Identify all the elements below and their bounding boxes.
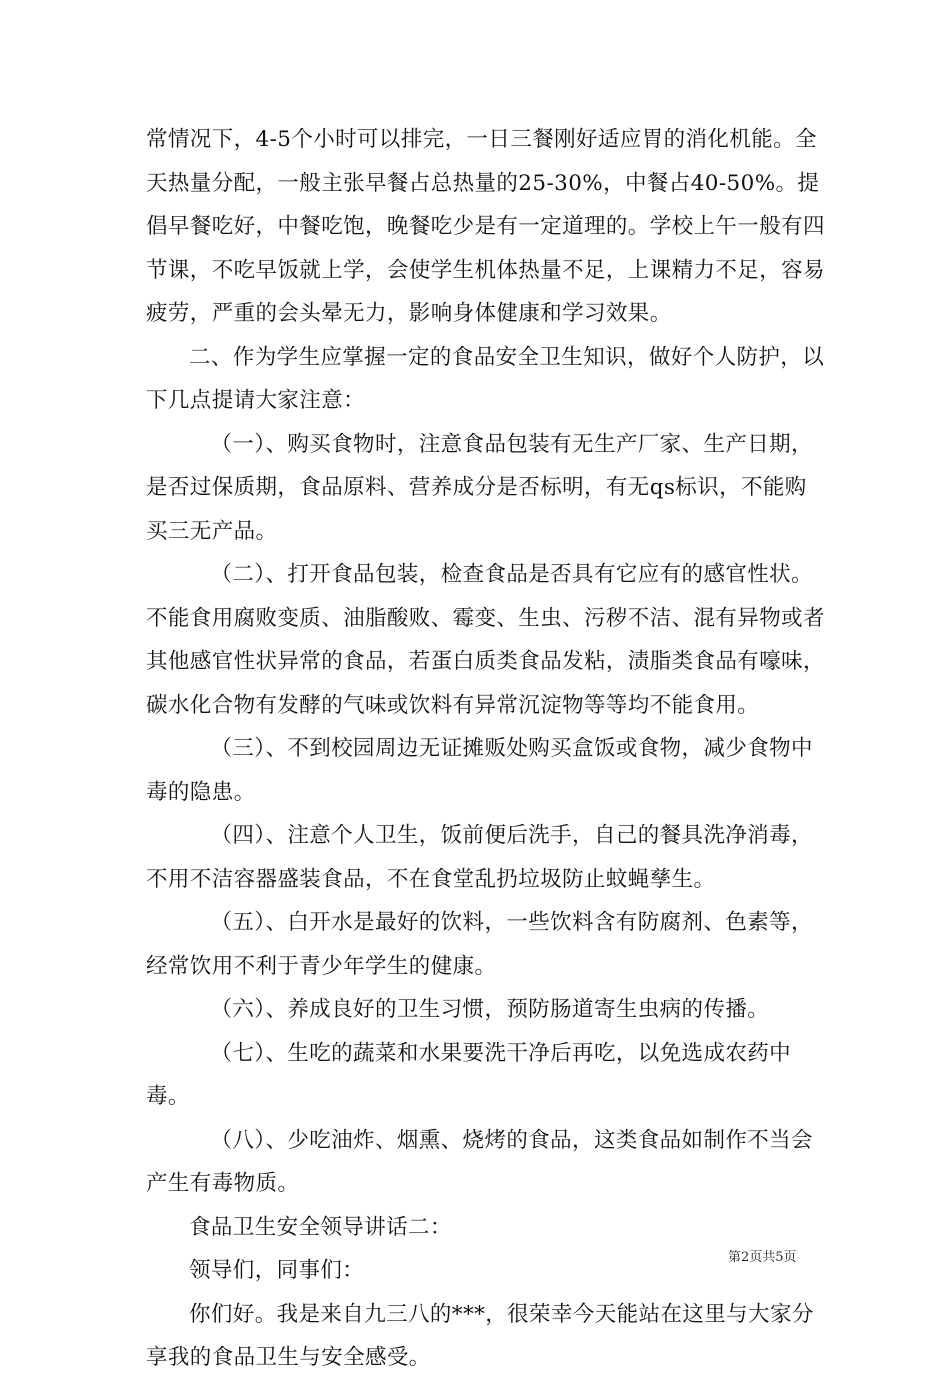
paragraph-item-6: （六）、养成良好的卫生习惯，预防肠道寄生虫病的传播。: [210, 997, 770, 1022]
paragraph-section-two: 二、作为学生应掌握一定的食品安全卫生知识，做好个人防护，以下几点提请大家注意：: [146, 344, 825, 413]
paragraph-item-5: （五）、白开水是最好的饮料，一些饮料含有防腐剂、色素等，经常饮用不利于青少年学生的健康。: [146, 910, 813, 979]
paragraph-item-3: （三）、不到校园周边无证摊贩处购买盒饭或食物，减少食物中毒的隐患。: [146, 736, 813, 805]
paragraph-item-2: （二）、打开食品包装，检查食品是否具有它应有的感官性状。不能食用腐败变质、油脂酸败、霉变、生虫、污秽不洁、混有异物或者其他感官性状异常的食品，若蛋白质类食品发粘，渍脂类食品有嚎味，碳水化合物有发酵的气味或饮料有异常沉淀物等等均不能食用。: [146, 562, 825, 718]
paragraph-item-1: （一）、购买食物时，注意食品包装有无生产厂家、生产日期，是否过保质期，食品原料、营养成分是否标明，有无qs标识，不能购买三无产品。: [146, 431, 813, 544]
paragraph-item-8: （八）、少吃油炸、烟熏、烧烤的食品，这类食品如制作不当会产生有毒物质。: [146, 1127, 813, 1196]
page-number-footer: 第2页共5页: [728, 1250, 797, 1265]
speech-greeting: 领导们，同事们：: [189, 1258, 365, 1283]
speech-two-heading: 食品卫生安全领导讲话二：: [189, 1214, 452, 1240]
paragraph-digestion: 常情况下，4-5个小时可以排完，一日三餐刚好适应胃的消化机能。全天热量分配，一般主张早餐占总热量的25-30%，中餐占40-50%。提倡早餐吃好，中餐吃饱，晚餐吃少是有一定道理的。学校上午一般有四节课，不吃早饭就上学，会使学生机体热量不足，上课精力不足，容易疲劳，严重的会头晕无力，影响身体健康和学习效果。: [146, 127, 825, 326]
speech-intro: 你们好。我是来自九三八的***，很荣幸今天能站在这里与大家分享我的食品卫生与安全感受。: [146, 1301, 814, 1370]
paragraph-item-4: （四）、注意个人卫生，饭前便后洗手，自己的餐具洗净消毒，不用不洁容器盛装食品，不在食堂乱扔垃圾防止蚊蝇孳生。: [146, 823, 813, 892]
paragraph-item-7: （七）、生吃的蔬菜和水果要洗干净后再吃，以免选成农药中毒。: [146, 1040, 792, 1109]
document-body: [146, 118, 826, 1380]
